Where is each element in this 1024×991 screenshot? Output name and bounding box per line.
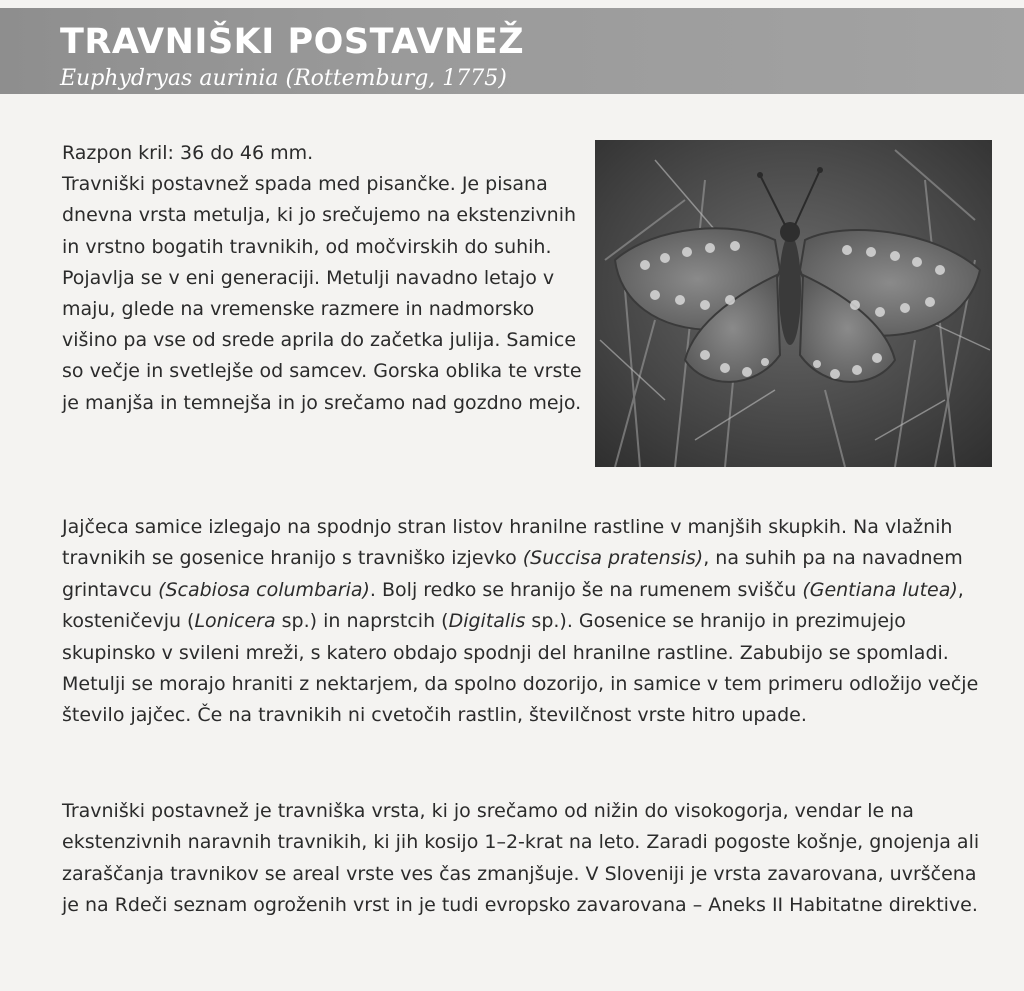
header-band [0, 8, 1024, 94]
intro-section [62, 138, 582, 419]
paragraph-host-plants [62, 512, 992, 732]
paragraph-conservation: Travniški postavnež je travniška vrsta, ki jo srečamo od nižin do visokogorja, vendar le na ekstenzivnih naravnih travnikih, ki jih kosijo 1–2-krat na leto. Zaradi pogoste košnje, gnojenja ali zaraščanja travnikov se areal vrste ves čas zmanjšuje. V Sloveniji je vrsta zavarovana, uvrščena je na Rdeči seznam ogroženih vrst in je tudi evropsko zavarovana – Aneks II Habitatne direktive. [62, 800, 980, 917]
page-title: TRAVNIŠKI POSTAVNEŽ [60, 22, 525, 62]
scientific-name: Euphydryas aurinia (Rottemburg, 1775) [60, 66, 507, 91]
species-name: Lonicera [194, 610, 276, 633]
paragraph-text: . Bolj redko se hranijo še na rumenem svišču [369, 578, 803, 601]
paragraph-text: Jajčeca samice izlegajo na spodnjo stran listov hranilne rastline v manjših skupkih. Na vlažnih travnikih se gosenice hranijo s travniško izjevko [62, 516, 953, 570]
wingspan-text: Razpon kril: 36 do 46 mm. [62, 142, 314, 164]
species-name: (Gentiana lutea) [802, 578, 958, 601]
paragraph-text: , kosteničevju ( [62, 578, 964, 633]
paragraph-text: sp.) in naprstcih ( [275, 610, 449, 633]
paragraph-text: , na suhih pa na navadnem grintavcu [62, 547, 963, 601]
paragraph-text: sp.). Gosenice se hranijo in prezimujejo skupinsko v svileni mreži, s katero obdajo spodnji del hranilne rastline. Zabubijo se spomladi. Metulji se morajo hraniti z nektarjem, da spolno dozorijo, in samice v tem primeru odložijo večje število jajčec. Če na travnikih ni cvetočih rastlin, številčnost vrste hitro upade. [62, 610, 979, 727]
species-name: (Scabiosa columbaria) [158, 578, 370, 601]
species-name: Digitalis [448, 610, 526, 633]
species-name: (Succisa pratensis) [522, 547, 704, 570]
butterfly-photo [595, 140, 992, 467]
intro-description: Travniški postavnež spada med pisančke. Je pisana dnevna vrsta metulja, ki jo srečujemo na ekstenzivnih in vrstno bogatih travnikih, od močvirskih do suhih. Pojavlja se v eni generaciji. Metulji navadno letajo v maju, glede na vremenske razmere in nadmorsko višino pa vse od srede aprila do začetka julija. Samice so večje in svetlejše od samcev. Gorska oblika te vrste je manjša in temnejša in jo srečamo nad gozdno mejo. [62, 173, 582, 414]
